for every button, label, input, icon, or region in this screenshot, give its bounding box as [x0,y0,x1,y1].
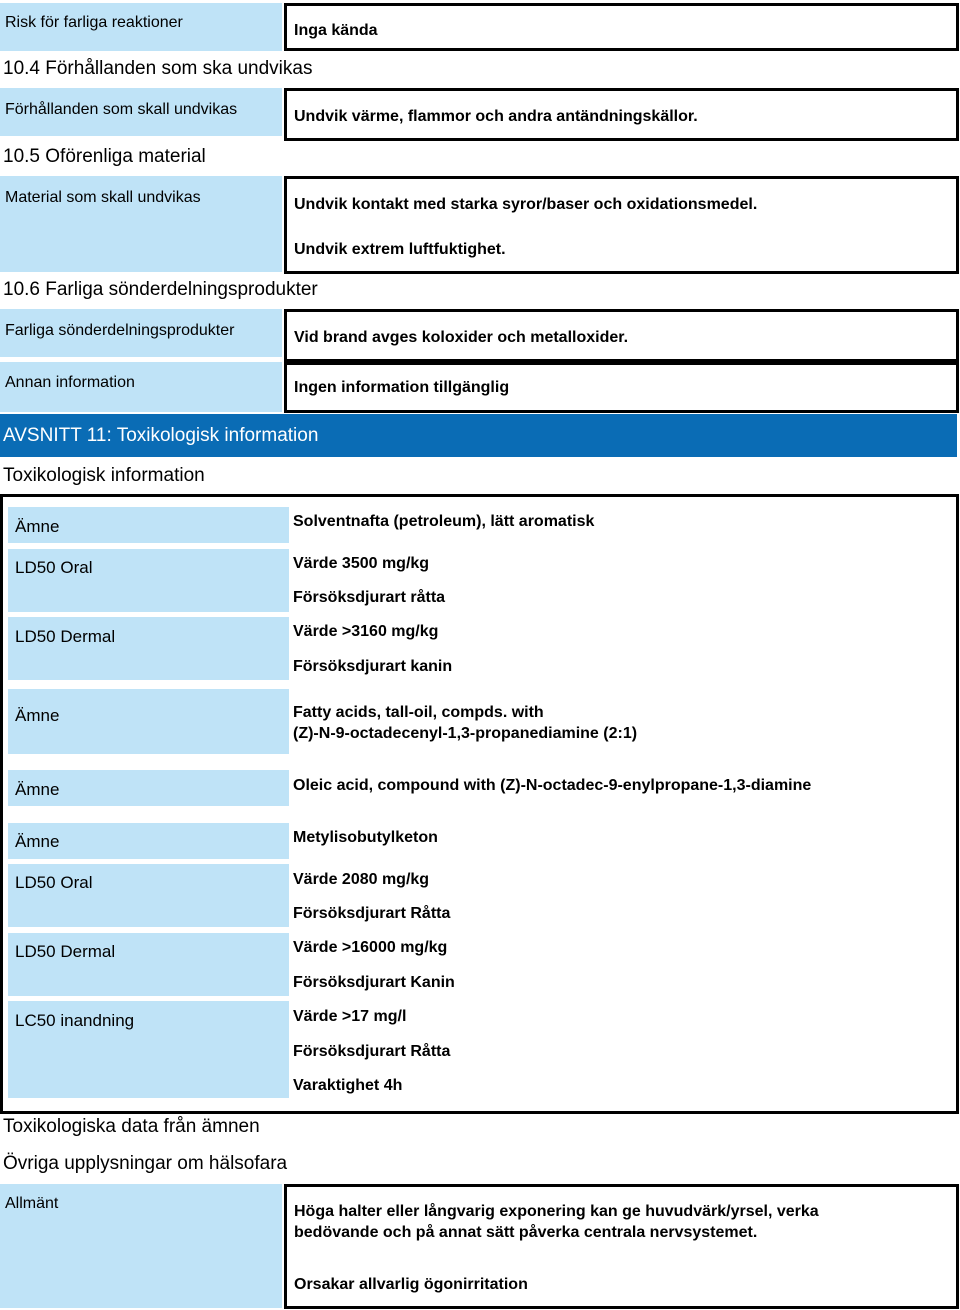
general-value-box [284,1184,959,1309]
substance-2-name-line-2: (Z)-N-9-octadecenyl-1,3-propanediamine (2:1) [293,725,638,742]
substance-1-name: Solventnafta (petroleum), lätt aromatisk [293,513,595,530]
risk-value-box [284,3,959,51]
substance-1-oral-species: Försöksdjurart råtta [293,589,446,606]
substance-1-oral-value: Värde 3500 mg/kg [293,555,430,572]
substance-1-label: Ämne [8,507,289,543]
substance-4-inhalation-value: Värde >17 mg/l [293,1008,407,1025]
substance-2-name [293,702,933,744]
substance-3-name: Oleic acid, compound with (Z)-N-octadec-9-enylpropane-1,3-diamine [293,777,812,794]
section-11-banner [0,414,957,457]
substance-4-dermal-species: Försöksdjurart Kanin [293,974,455,991]
general-text-line-3: Orsakar allvarlig ögonirritation [294,1276,528,1293]
conditions-label: Förhållanden som skall undvikas [0,88,282,136]
decomposition-label: Farliga sönderdelningsprodukter [0,309,282,357]
heading-10-4: 10.4 Förhållanden som ska undvikas [3,58,313,79]
general-label: Allmänt [0,1184,282,1308]
substance-4-label: Ämne [8,823,289,859]
materials-value-1: Undvik kontakt med starka syror/baser och oxidationsmedel. [294,196,758,213]
other-info-value: Ingen information tillgänglig [294,379,510,396]
substance-4-ld50-dermal-label: LD50 Dermal [8,933,289,996]
conditions-value-box [284,88,959,141]
substance-1-dermal-species: Försöksdjurart kanin [293,658,453,675]
general-text-line-2: bedövande och på annat sätt påverka centrala nervsystemet. [294,1224,758,1241]
materials-value-box [284,176,959,274]
substance-1-ld50-dermal-label: LD50 Dermal [8,617,289,680]
substance-2-label: Ämne [8,689,289,754]
other-info-value-box [284,362,959,413]
decomposition-value-box [284,309,959,362]
substance-4-dermal-value: Värde >16000 mg/kg [293,939,448,956]
substance-1-ld50-oral-label: LD50 Oral [8,549,289,612]
heading-10-5: 10.5 Oförenliga material [3,146,206,167]
substance-1-dermal-value: Värde >3160 mg/kg [293,623,439,640]
substance-4-name: Metylisobutylketon [293,829,438,846]
other-info-label: Annan information [0,362,282,412]
materials-value-2: Undvik extrem luftfuktighet. [294,241,506,258]
substance-4-inhalation-species: Försöksdjurart Råtta [293,1043,451,1060]
general-text-line-1: Höga halter eller långvarig exponering kan ge huvudvärk/yrsel, verka [294,1203,819,1220]
tox-data-heading: Toxikologiska data från ämnen [3,1116,260,1137]
substance-2-name-line-1: Fatty acids, tall-oil, compds. with [293,704,544,721]
heading-10-6: 10.6 Farliga sönderdelningsprodukter [3,279,318,300]
health-hazard-heading: Övriga upplysningar om hälsofara [3,1153,288,1174]
substance-4-ld50-oral-label: LD50 Oral [8,864,289,927]
substance-4-inhalation-duration: Varaktighet 4h [293,1077,403,1094]
substance-4-oral-value: Värde 2080 mg/kg [293,871,430,888]
general-text [294,1201,944,1243]
decomposition-value: Vid brand avges koloxider och metalloxider. [294,329,629,346]
risk-label: Risk för farliga reaktioner [0,3,282,51]
tox-info-heading: Toxikologisk information [3,465,205,486]
materials-label: Material som skall undvikas [0,176,282,272]
substance-4-oral-species: Försöksdjurart Råtta [293,905,451,922]
risk-value: Inga kända [294,22,378,39]
section-11-title: AVSNITT 11: Toxikologisk information [3,425,319,446]
substance-4-lc50-label: LC50 inandning [8,1001,289,1098]
substance-3-label: Ämne [8,770,289,806]
conditions-value: Undvik värme, flammor och andra antändningskällor. [294,108,698,125]
